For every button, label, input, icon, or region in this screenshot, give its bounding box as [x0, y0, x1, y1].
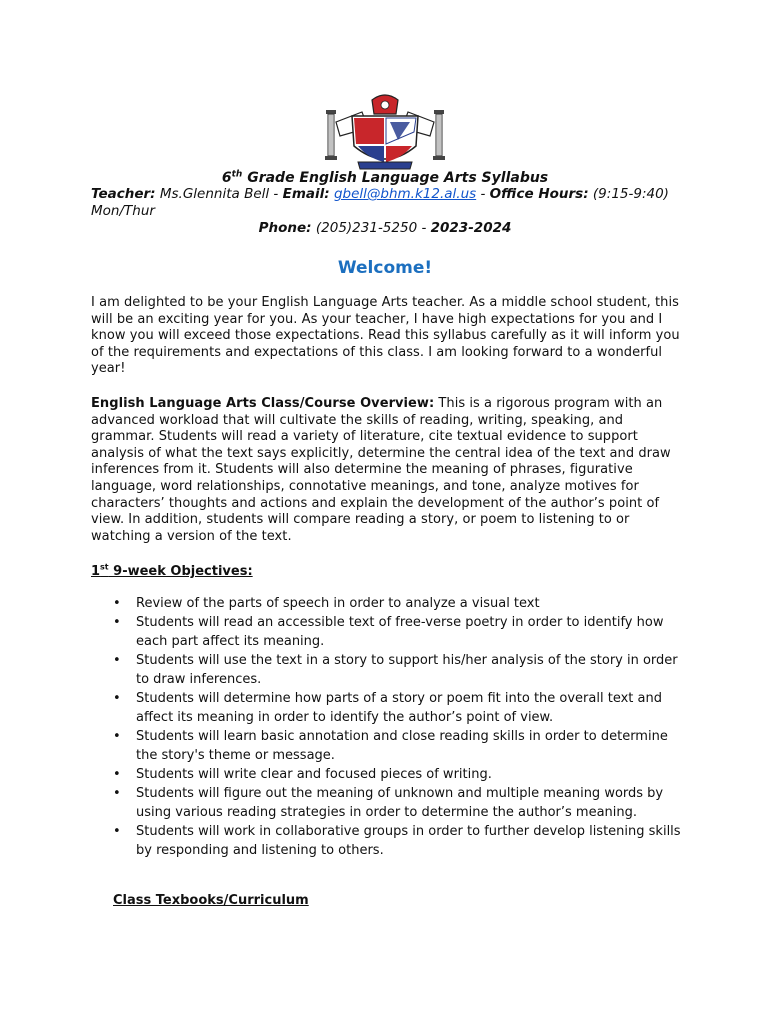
bullet-icon: •: [113, 767, 121, 782]
objective-text: Students will figure out the meaning of unknown and multiple meaning words by using various reading strategies in order to determine the author’s meaning.: [136, 786, 664, 820]
list-item: [113, 689, 683, 727]
overview-label: English Language Arts Class/Course Overview:: [91, 396, 435, 411]
school-crest-logo: [318, 92, 452, 172]
objective-text: Students will use the text in a story to support his/her analysis of the story in order to draw inferences.: [136, 653, 678, 687]
objectives-list: [113, 594, 683, 860]
objective-text: Students will learn basic annotation and close reading skills in order to determine the story's theme or message.: [136, 729, 668, 763]
list-item: [113, 613, 683, 651]
list-item: [113, 594, 683, 613]
title-grade-suffix: th: [231, 169, 243, 180]
welcome-heading: Welcome!: [337, 258, 433, 278]
bullet-icon: •: [113, 653, 121, 668]
objective-text: Review of the parts of speech in order to analyze a visual text: [136, 596, 540, 611]
phone-line: [0, 220, 770, 237]
overview-text: This is a rigorous program with an advanced workload that will cultivate the skills of reading, writing, speaking, and grammar. Students will read a variety of literature, cite textual evidence to support analysis of what the text says explicitly, determine the central idea of the text and draw inferences from it. Students will also determine the meaning of phrases, figurative language, word relationships, connotative meanings, and tone, analyze motives for characters’ thoughts and actions and explain the development of the author’s point of view. In addition, students will compare reading a story, or poem to listening to or watching a version of the text.: [91, 396, 671, 544]
objectives-heading-suffix: st: [100, 562, 109, 572]
teacher-info-line: [91, 186, 681, 220]
phone-label: Phone:: [258, 220, 312, 236]
objective-text: Students will determine how parts of a story or poem fit into the overall text and affect its meaning in order to identify the author’s point of view.: [136, 691, 662, 725]
list-item: [113, 765, 683, 784]
objectives-heading-number: 1: [91, 564, 101, 579]
left-column-icon: [325, 110, 337, 160]
bullet-icon: •: [113, 596, 121, 611]
intro-paragraph: I am delighted to be your English Language Arts teacher. As a middle school student, this will be an exciting year for you. As your teacher, I have high expectations for you and I know you will exceed those expectations. Read this syllabus carefully as it will inform you of the requirements and expectations of this class. I am looking forward to a wonderful year!: [91, 295, 680, 377]
bullet-icon: •: [113, 786, 121, 801]
email-label: Email:: [282, 186, 330, 202]
bullet-icon: •: [113, 824, 121, 839]
right-column-icon: [433, 110, 445, 160]
list-item: [113, 727, 683, 765]
title-text: Grade English Language Arts Syllabus: [242, 170, 549, 186]
school-year: 2023-2024: [430, 220, 512, 236]
teacher-label: Teacher:: [91, 186, 156, 202]
bullet-icon: •: [113, 691, 121, 706]
page-title: [0, 169, 770, 187]
list-item: [113, 651, 683, 689]
objective-text: Students will work in collaborative groups in order to further develop listening skills by responding and listening to others.: [136, 824, 681, 858]
teacher-name: Ms.Glennita Bell -: [155, 186, 283, 202]
objectives-heading-text: 9-week Objectives:: [108, 564, 253, 579]
office-hours-value: (9:15-9:40) Mon/Thur: [91, 186, 669, 219]
office-hours-label: Office Hours:: [489, 186, 589, 202]
phone-value: (205)231-5250 -: [311, 220, 431, 236]
textbooks-heading: Class Texbooks/Curriculum: [113, 893, 309, 908]
title-grade-number: 6: [221, 170, 232, 186]
bullet-icon: •: [113, 729, 121, 744]
objective-text: Students will write clear and focused pieces of writing.: [136, 767, 492, 782]
list-item: [113, 784, 683, 822]
separator: -: [476, 186, 490, 202]
email-link[interactable]: gbell@bhm.k12.al.us: [333, 186, 477, 202]
objective-text: Students will read an accessible text of free-verse poetry in order to identify how each part affect its meaning.: [136, 615, 664, 649]
objectives-heading: [91, 563, 253, 580]
course-overview-paragraph: [91, 396, 681, 545]
bullet-icon: •: [113, 615, 121, 630]
list-item: [113, 822, 683, 860]
